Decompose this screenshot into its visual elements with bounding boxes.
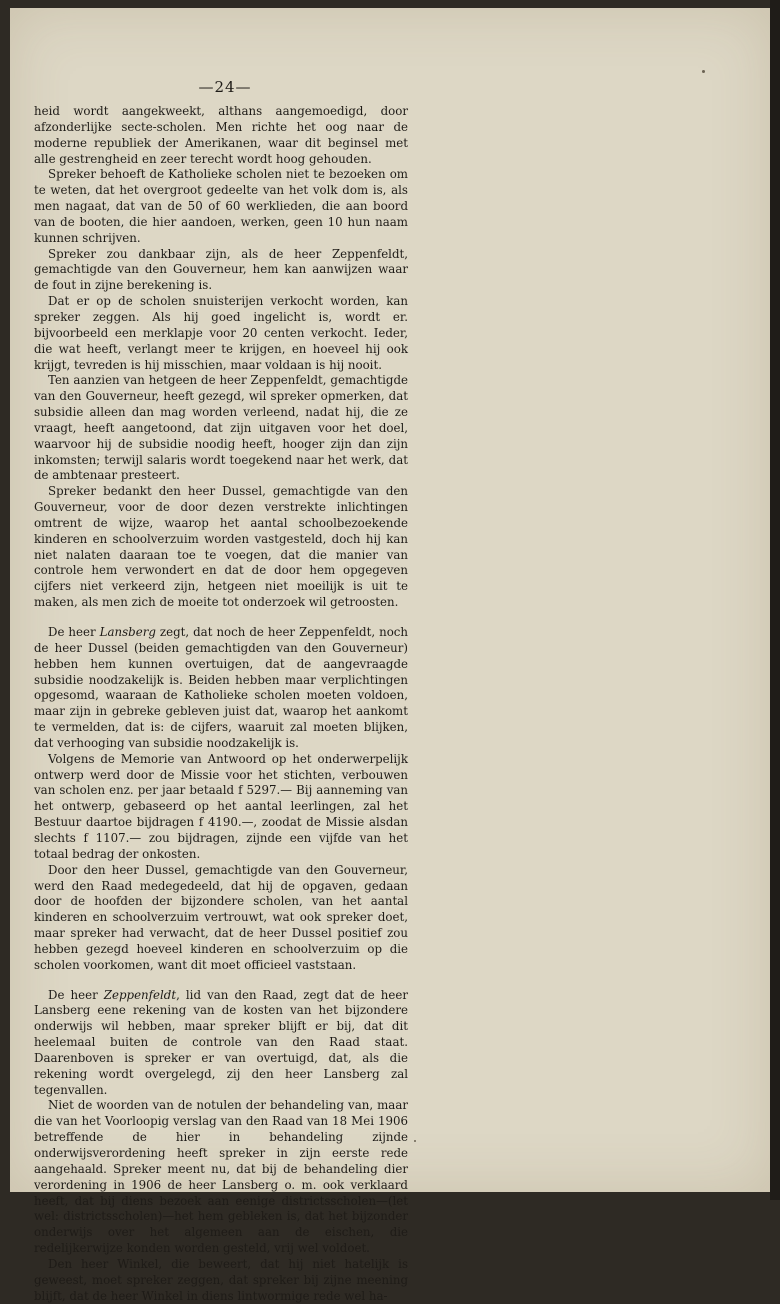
- paragraph: [34, 988, 408, 1099]
- paragraph: [34, 625, 408, 752]
- paragraph-text: Niet de woorden van de notulen der behandeling van, maar die van het Voorloopig verslag van den Raad van 18 Mei 1906 betreffende de hier in behandeling zijnde onderwijsverordening heeft spreker in zijn eerste rede aangehaald. Spreker meent nu, dat bij de behandeling dier verordening in 1906 de heer Lansberg o. m. ook verklaard heeft, dat bij diens bezoek aan eenige districtsscholen—(let wel: districtsscholen)—het hem gebleken is, dat het bijzonder onderwijs over het algemeen aan de eischen, die redelijkerwijze konden worden gesteld, vrij wel voldoet.: [34, 1098, 408, 1256]
- paragraph: [34, 863, 408, 974]
- paragraph: [34, 373, 408, 484]
- body-text: [34, 104, 408, 1304]
- page-number: —24—: [198, 78, 252, 96]
- paragraph-text: De heer: [48, 987, 104, 1002]
- speaker-name: Zeppenfeldt: [103, 987, 177, 1002]
- paragraph-text: Volgens de Memorie van Antwoord op het onderwerpelijk ontwerp werd door de Missie voor het stichten, verbouwen van scholen enz. per jaar betaald f 5297.— Bij aanneming van het ontwerp, gebaseerd op het aantal leerlingen, zal het Bestuur daartoe bijdragen f 4190.—, zoodat de Missie alsdan slechts f 1107.— zou bijdragen, zijnde een vijfde van het totaal bedrag der onkosten.: [34, 751, 408, 861]
- paragraph: [34, 104, 408, 167]
- paragraph-text: Spreker zou dankbaar zijn, als de heer Zeppenfeldt, gemachtigde van den Gouverneur, hem kan aanwijzen waar de fout in zijne berekening is.: [34, 246, 408, 293]
- paragraph: [34, 484, 408, 611]
- paragraph-text: , lid van den Raad, zegt dat de heer Lansberg eene rekening van de kosten van het bijzondere onderwijs wil hebben, maar spreker blijft er bij, dat dit heelemaal buiten de controle van den Raad staat. Daarenboven is spreker er van overtuigd, dat, als die rekening wordt overgelegd, zij den heer Lansberg zal tegenvallen.: [34, 987, 409, 1097]
- paragraph-text: heid wordt aangekweekt, althans aangemoedigd, door afzonderlijke secte-scholen. Men richte het oog naar de moderne republiek der Amerikanen, waar dit beginsel met alle gestrengheid en zeer terecht wordt hoog gehouden.: [34, 104, 408, 166]
- paragraph: [34, 1098, 408, 1256]
- paragraph: [34, 167, 408, 246]
- speaker-name: Lansberg: [99, 625, 156, 639]
- scan-edge: [770, 0, 780, 1200]
- paragraph-text: Spreker behoeft de Katholieke scholen niet te bezoeken om te weten, dat het overgroot gedeelte van het volk dom is, als men nagaat, dat van de 50 of 60 werklieden, die aan boord van de booten, die hier aandoen, werken, geen 10 hun naam kunnen schrijven.: [34, 167, 408, 245]
- paragraph: [34, 752, 408, 863]
- paper-speck: [414, 1140, 416, 1142]
- paragraph-text: De heer: [48, 625, 100, 639]
- paragraph-text: zegt, dat noch de heer Zeppenfeldt, noch de heer Dussel (beiden gemachtigden van den Gouverneur) hebben hem kunnen overtuigen, dat de aangevraagde subsidie noodzakelijk is. Beiden hebben maar verplichtingen opgesomd, waaraan de Katholieke scholen moeten voldoen, maar zijn in gebreke gebleven juist dat, waarop het aankomt te vermelden, dat is: de cijfers, waaruit zal moeten blijken, dat verhooging van subsidie noodzakelijk is.: [34, 625, 408, 750]
- paragraph: [34, 247, 408, 295]
- paragraph-text: Spreker bedankt den heer Dussel, gemachtigde van den Gouverneur, voor de door dezen verstrekte inlichtingen omtrent de wijze, waarop het aantal schoolbezoekende kinderen en schoolverzuim worden vastgesteld, doch hij kan niet nalaten daaraan toe te voegen, dat die manier van controle hem verwondert en dat de door hem opgegeven cijfers niet verkeerd zijn, hetgeen niet moeilijk is uit te maken, als men zich de moeite tot onderzoek wil getroosten.: [34, 484, 408, 610]
- document-page: [10, 8, 770, 1303]
- paragraph: [34, 1257, 408, 1304]
- paragraph-text: Door den heer Dussel, gemachtigde van den Gouverneur, werd den Raad medegedeeld, dat hij de opgaven, gedaan door de hoofden der bijzondere scholen, van het aantal kinderen en schoolverzuim vertrouwt, wat ook spreker doet, maar spreker had verwacht, dat de heer Dussel positief zou hebben gezegd hoeveel kinderen en schoolverzuim op die scholen voorkomen, want dit moet officieel vaststaan.: [34, 862, 408, 972]
- paper-speck: [702, 70, 705, 73]
- paragraph-text: Dat er op de scholen snuisterijen verkocht worden, kan spreker zeggen. Als hij goed ingelicht is, wordt er. bijvoorbeeld een merklapje voor 20 centen verkocht. Ieder, die wat heeft, verlangt meer te krijgen, en hoeveel hij ook krijgt, tevreden is hij misschien, maar voldaan is hij nooit.: [34, 294, 408, 372]
- paragraph-text: Ten aanzien van hetgeen de heer Zeppenfeldt, gemachtigde van den Gouverneur, heeft gezegd, wil spreker opmerken, dat subsidie alleen dan mag worden verleend, nadat hij, die ze vraagt, heeft aangetoond, dat zijn uitgaven voor het doel, waarvoor hij de subsidie noodig heeft, hooger zijn dan zijn inkomsten; terwijl salaris wordt toegekend naar het werk, dat de ambtenaar presteert.: [34, 373, 408, 483]
- paragraph-text: Den heer Winkel, die beweert, dat hij niet hatelijk is geweest, moet spreker zeggen, dat spreker bij zijne meening blijft, dat de heer Winkel in diens lintwormige rede wel ha-: [34, 1256, 408, 1303]
- paragraph: [34, 294, 408, 373]
